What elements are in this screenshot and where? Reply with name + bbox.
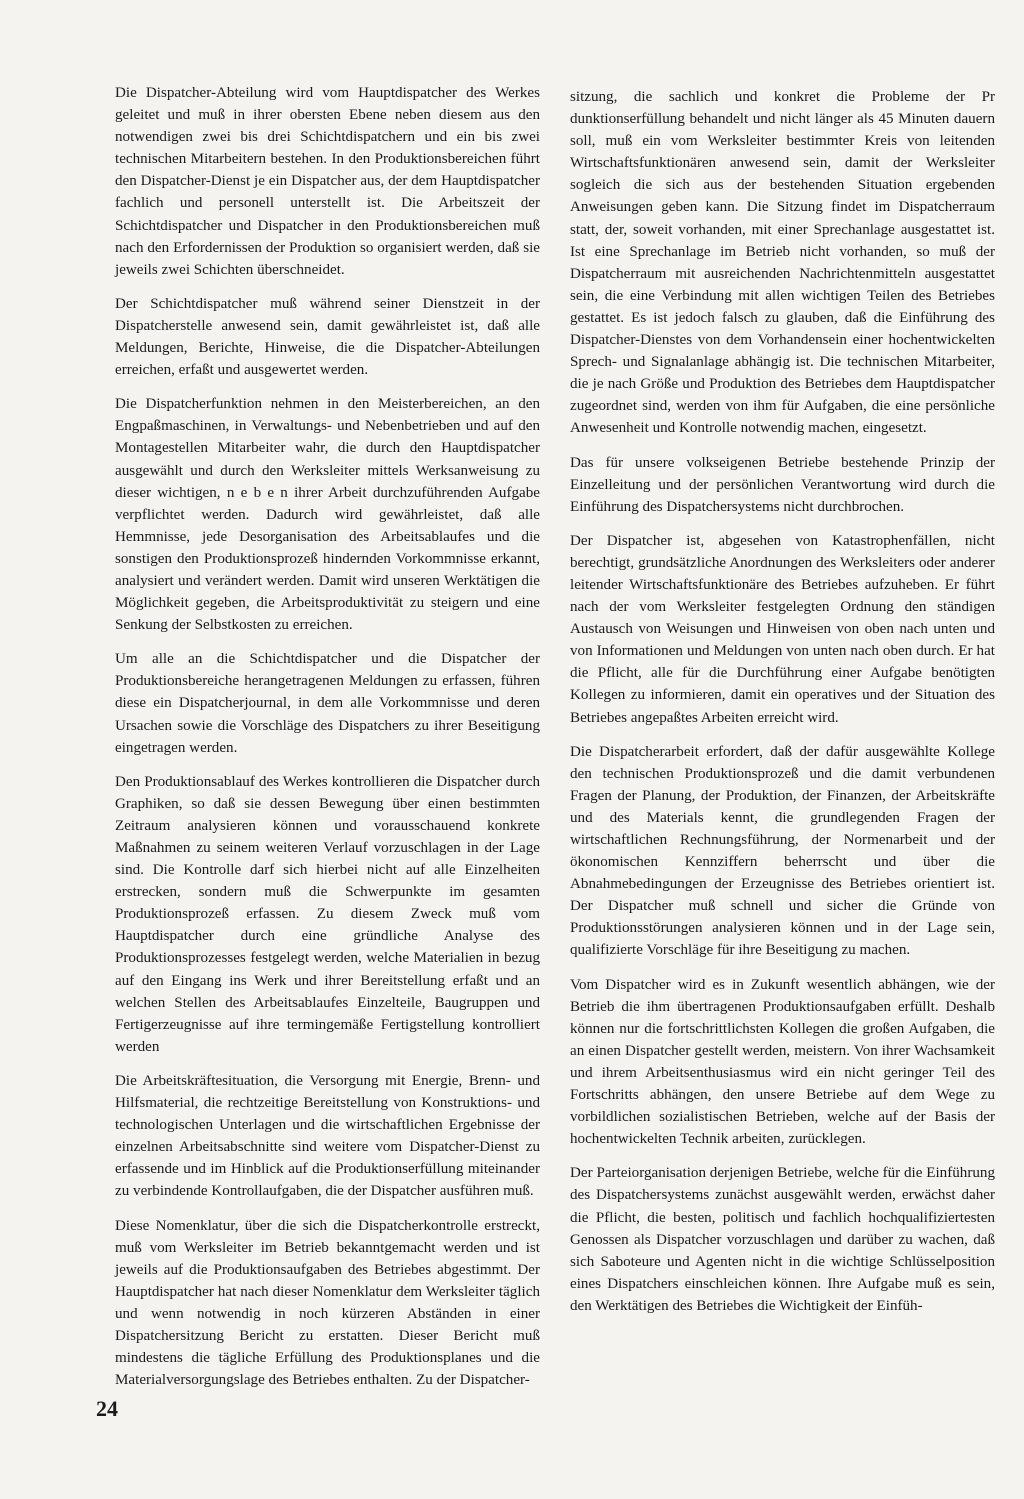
paragraph: Um alle an die Schichtdispatcher und die Dispatcher der Produktionsbereiche herangetragenen Meldungen zu erfassen, führen diese ein Dispatcherjournal, in dem alle Vorkommnisse und deren Ursachen sowie die Vorschläge des Dispatchers zu ihrer Beseitigung eingetragen werden. (115, 651, 540, 756)
paragraph: Die Arbeitskräftesituation, die Versorgung mit Energie, Brenn- und Hilfsmaterial, die rechtzeitige Bereitstellung von Konstruktions- und technologischen Unterlagen und die wirtschaftlichen Ergebnisse der einzelnen Arbeitsabschnitte sind weitere vom Dispatcher-Dienst zu erfassende und im Hinblick auf die Produktionserfüllung miteinander zu verbindende Kontrollaufgaben, die der Dispatcher ausführen muß. (115, 1072, 540, 1200)
paragraph: Die Dispatcherarbeit erfordert, daß der dafür ausgewählte Kollege den technischen Produktionsprozeß und die damit verbundenen Fragen der Planung, der Produktion, der Finanzen, der Arbeitskräfte und des Materials kennt, die grundlegenden Fragen der wirtschaftlichen Rechnungsführung, der Normenarbeit und der ökonomischen Kennziffern beherrscht und über die Abnahmebedingungen der Erzeugnisse des Betriebes orientiert ist. Der Dispatcher muß schnell und sicher die Gründe von Produktionsstörungen analysieren können und in der Lage sein, qualifizierte Vorschläge für ihre Beseitigung zu machen. (570, 743, 995, 959)
paragraph: Das für unsere volkseigenen Betriebe bestehende Prinzip der Einzelleitung und der persönlichen Verantwortung wird durch die Einführung des Dispatchersystems nicht durchbrochen. (570, 454, 995, 515)
paragraph: Die Dispatcherfunktion nehmen in den Meisterbereichen, an den Engpaßmaschinen, in Verwaltungs- und Nebenbetrieben und auf den Montagestellen Mitarbeiter wahr, die durch den Hauptdispatcher ausgewählt und durch den Werksleiter mittels Werksanweisung zu dieser wichtigen, n e b e n ihrer Arbeit durchzuführenden Aufgabe verpflichtet werden. Dadurch wird gewährleistet, daß alle Hemmnisse, jede Desorganisation des Arbeitsablaufes und die sonstigen den Produktionsprozeß hindernden Vorkommnisse erkannt, analysiert und verändert werden. Damit wird unseren Werktätigen die Möglichkeit gegeben, die Arbeitsproduktivität zu steigern und eine Senkung der Selbstkosten zu erreichen. (115, 396, 540, 634)
left-text-column (115, 82, 540, 1403)
page-number: 24 (96, 1396, 118, 1421)
paragraph: Der Schichtdispatcher muß während seiner Dienstzeit in der Dispatcherstelle anwesend sein, damit gewährleistet ist, daß alle Meldungen, Berichte, Hinweise, die die Dispatcher-Abteilungen erreichen, erfaßt und ausgewertet werden. (115, 295, 540, 379)
paragraph: Der Dispatcher ist, abgesehen von Katastrophenfällen, nicht berechtigt, grundsätzliche Anordnungen des Werksleiters oder anderer leitender Wirtschaftsfunktionäre des Betriebes aufzuheben. Er führt nach der vom Werksleiter festgelegten Ordnung den ständigen Austausch von Weisungen und Hinweisen von oben nach unten und von Informationen und Meldungen von unten nach oben durch. Er hat die Pflicht, alle für die Durchführung einer Aufgabe benötigten Kollegen zu informieren, damit ein operatives und der Situation des Betriebes angepaßtes Arbeiten erreicht wird. (570, 532, 995, 726)
paragraph: Den Produktionsablauf des Werkes kontrollieren die Dispatcher durch Graphiken, so daß sie dessen Bewegung über einen bestimmten Zeitraum analysieren können und vorausschauend konkrete Maßnahmen zu seinem weiteren Verlauf vorzuschlagen in der Lage sind. Die Kontrolle darf sich hierbei nicht auf alle Einzelheiten erstrecken, sondern muß die Schwerpunkte im gesamten Produktionsprozeß erfassen. Zu diesem Zweck muß vom Hauptdispatcher durch eine gründliche Analyse des Produktionsprozesses festgelegt werden, welche Materialien in bezug auf den Eingang ins Werk und ihrer Bereitstellung erfaßt und an welchen Stellen des Arbeitsablaufes Einzelteile, Baugruppen und Fertigerzeugnisse auf ihre termingemäße Fertigstellung kontrolliert werden (115, 773, 540, 1055)
paragraph: Vom Dispatcher wird es in Zukunft wesentlich abhängen, wie der Betrieb die ihm übertragenen Produktionsaufgaben erfüllt. Deshalb können nur die fortschrittlichsten Kollegen die großen Aufgaben, die an einen Dispatcher gestellt werden, meistern. Von ihrer Wachsamkeit und ihrem Arbeitsenthusiasmus wird ein nicht geringer Teil des Fortschritts abhängen, den unsere Betriebe auf dem Wege zu vorbildlichen sozialistischen Betrieben, welche auf der Basis der hochentwickelten Technik arbeiten, zurücklegen. (570, 976, 995, 1148)
paragraph: sitzung, die sachlich und konkret die Probleme der Pr dunktionserfüllung behandelt und nicht länger als 45 Minuten dauern soll, muß ein vom Werksleiter bestimmter Kreis von leitenden Wirtschaftsfunktionären anwesend sein, damit der Werksleiter sogleich die sich aus der bestehenden Situation ergebenden Anweisungen geben kann. Die Sitzung findet im Dispatcherraum statt, der, soweit vorhanden, mit einer Sprechanlage ausgestattet ist. Ist eine Sprechanlage im Betrieb nicht vorhanden, so muß der Dispatcherraum mit ausreichenden Nachrichtenmitteln ausgestattet sein, die eine Verbindung mit allen wichtigen Teilen des Betriebes gestattet. Es ist jedoch falsch zu glauben, daß die Einführung des Dispatcher-Dienstes von dem Vorhandensein einer hochentwickelten Sprech- und Signalanlage abhängig ist. Die technischen Mitarbeiter, die je nach Größe und Produktion des Betriebes dem Hauptdispatcher zugeordnet sind, werden von ihm für Aufgaben, die eine persönliche Anwesenheit und Kontrolle notwendig machen, eingesetzt. (570, 89, 995, 437)
right-text-column (570, 86, 995, 1329)
paragraph: Der Parteiorganisation derjenigen Betriebe, welche für die Einführung des Dispatchersystems zunächst ausgewählt werden, erwächst daher die Pflicht, die besten, politisch und fachlich hochqualifiziertesten Genossen als Dispatcher vorzuschlagen und darüber zu wachen, daß sich Saboteure und Agenten nicht in die wichtige Schlüsselposition eines Dispatchers einschleichen können. Ihre Aufgabe muß es sein, den Werktätigen des Betriebes die Wichtigkeit der Einfüh- (570, 1165, 995, 1314)
paragraph: Diese Nomenklatur, über die sich die Dispatcherkontrolle erstreckt, muß vom Werksleiter im Betrieb bekanntgemacht werden und ist jeweils auf die Produktionsaufgaben des Betriebes abgestimmt. Der Hauptdispatcher hat nach dieser Nomenklatur dem Werksleiter täglich und wenn notwendig in noch kürzeren Abständen in einer Dispatchersitzung Bericht zu erstatten. Dieser Bericht muß mindestens die tägliche Erfüllung des Produktionsplanes und die Materialversorgungslage des Betriebes enthalten. Zu der Dispatcher- (115, 1217, 540, 1389)
paragraph: Die Dispatcher-Abteilung wird vom Hauptdispatcher des Werkes geleitet und muß in ihrer obersten Ebene neben diesem aus den notwendigen zwei bis drei Schichtdispatchern und ein bis zwei technischen Mitarbeitern bestehen. In den Produktionsbereichen führt den Dispatcher-Dienst je ein Dispatcher aus, der dem Hauptdispatcher fachlich und personell unterstellt ist. Die Arbeitszeit der Schichtdispatcher und Dispatcher in den Produktionsbereichen muß nach den Erfordernissen der Produktion so organisiert werden, daß sie jeweils zwei Schichten überschneidet. (115, 85, 540, 278)
